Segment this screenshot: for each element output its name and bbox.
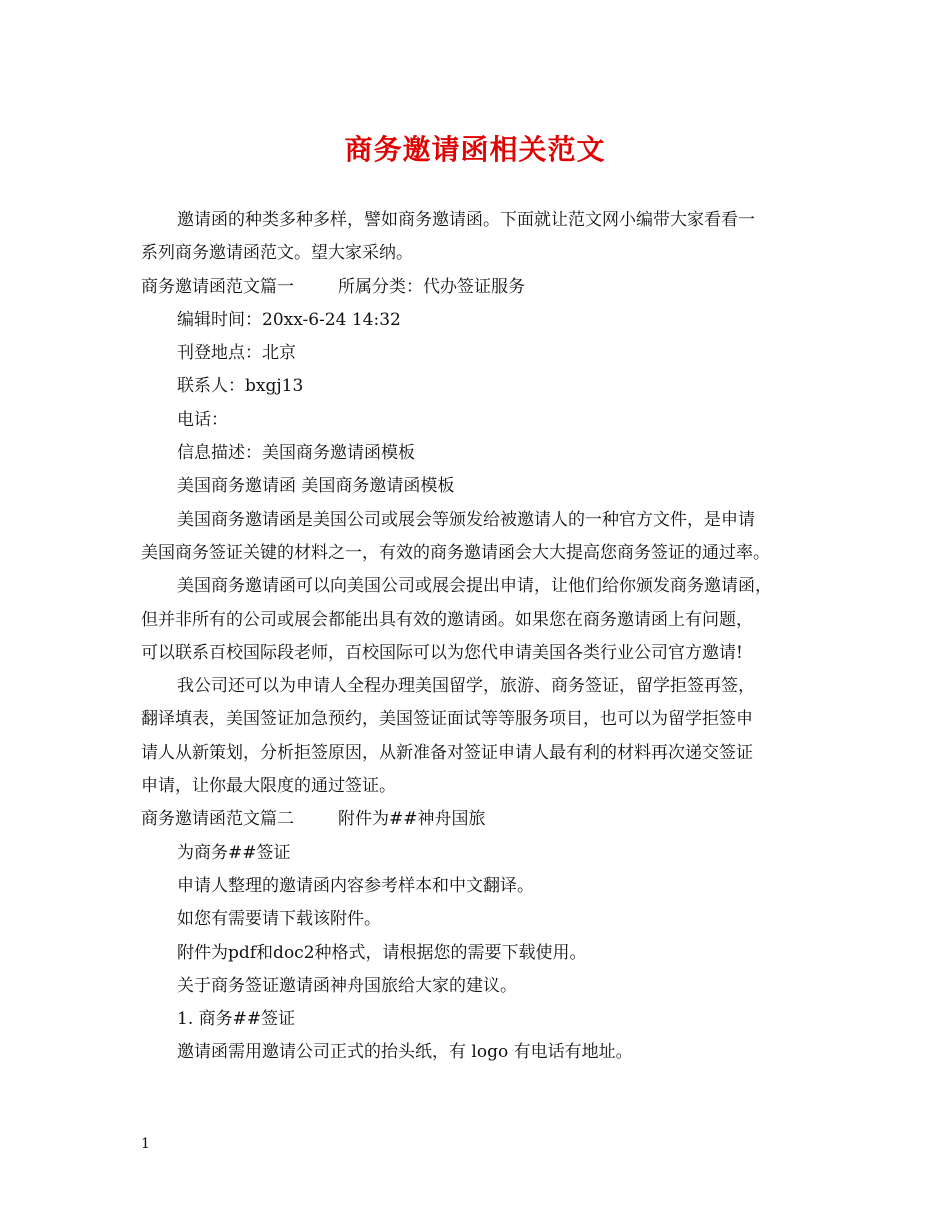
paragraph-line: 为商务##签证 (177, 842, 291, 863)
section-heading: 商务邀请函范文篇一 (141, 276, 294, 297)
paragraph-line: 邀请函的种类多种多样，譬如商务邀请函。下面就让范文网小编带大家看看一 (177, 210, 755, 230)
list-item-line: 1. 商务##签证 (177, 1009, 296, 1030)
paragraph-line: 如您有需要请下载该附件。 (177, 909, 381, 930)
paragraph-line: 信息描述：美国商务邀请函模板 (177, 443, 415, 464)
paragraph-line: 可以联系百校国际段老师，百校国际可以为您代申请美国各类行业公司官方邀请! (141, 642, 743, 663)
paragraph-line: 系列商务邀请函范文。望大家采纳。 (141, 243, 413, 264)
paragraph-line: 申请人整理的邀请函内容参考样本和中文翻译。 (177, 875, 534, 896)
paragraph-line: 美国商务签证关键的材料之一，有效的商务邀请函会大大提高您商务签证的通过率。 (141, 542, 770, 563)
section-heading-line (141, 803, 813, 836)
paragraph-line: 电话： (177, 409, 228, 430)
paragraph-line: 编辑时间：20xx-6-24 14:32 (177, 309, 401, 330)
paragraph-line: 附件为pdf和doc2种格式，请根据您的需要下载使用。 (177, 942, 587, 963)
page-number: 1 (141, 1136, 150, 1152)
paragraph-line: 但并非所有的公司或展会都能出具有效的邀请函。如果您在商务邀请函上有问题， (141, 609, 753, 630)
section-heading: 商务邀请函范文篇二 (141, 809, 294, 830)
document-title: 商务邀请函相关范文 (344, 133, 606, 166)
section-attachment: 附件为##神舟国旅 (338, 809, 486, 830)
paragraph-line: 我公司还可以为申请人全程办理美国留学，旅游、商务签证，留学拒签再签， (177, 676, 755, 697)
paragraph-line: 申请，让你最大限度的通过签证。 (141, 776, 396, 797)
paragraph-line: 请人从新策划，分析拒签原因，从新准备对签证申请人最有利的材料再次递交签证 (141, 742, 753, 763)
paragraph-line: 美国商务邀请函是美国公司或展会等颁发给被邀请人的一种官方文件，是申请 (177, 509, 755, 530)
paragraph-line: 翻译填表，美国签证加急预约，美国签证面试等等服务项目，也可以为留学拒签申 (141, 709, 753, 730)
section-heading-line (141, 271, 813, 304)
paragraph-line: 联系人：bxgj13 (177, 376, 304, 397)
paragraph-line: 美国商务邀请函可以向美国公司或展会提出申请，让他们给你颁发商务邀请函， (177, 576, 772, 597)
paragraph-line: 邀请函需用邀请公司正式的抬头纸，有 logo 有电话有地址。 (177, 1042, 633, 1063)
paragraph-line: 关于商务签证邀请函神舟国旅给大家的建议。 (177, 975, 517, 996)
document-body (141, 204, 813, 1070)
section-category: 所属分类：代办签证服务 (338, 276, 525, 297)
paragraph-line: 刊登地点：北京 (177, 343, 296, 364)
paragraph-line: 美国商务邀请函 美国商务邀请函模板 (177, 476, 455, 497)
